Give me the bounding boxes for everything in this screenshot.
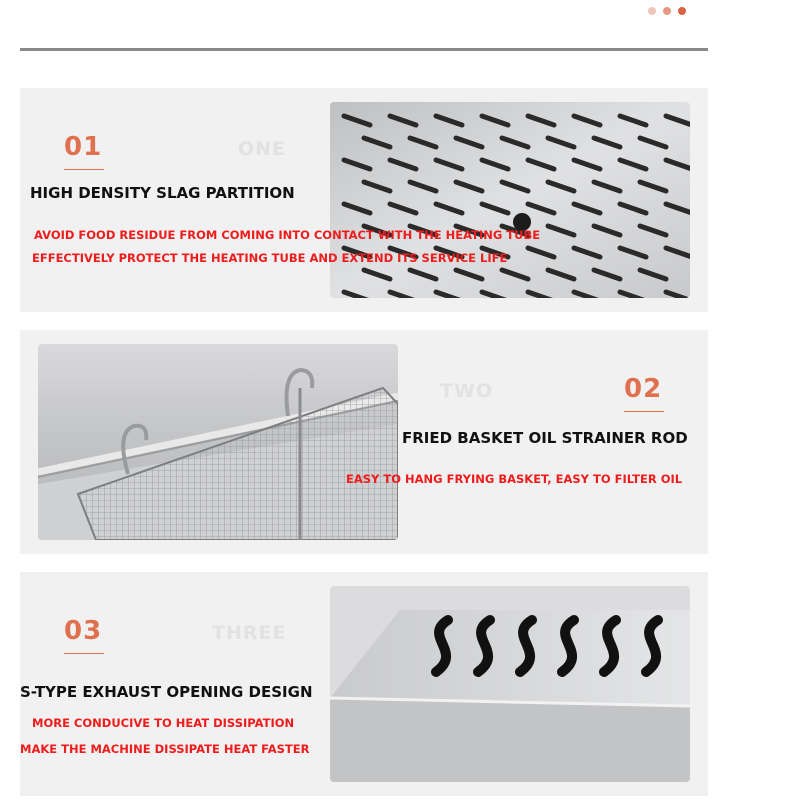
feature-title: FRIED BASKET OIL STRAINER ROD — [402, 429, 688, 447]
frying-basket-photo — [38, 344, 398, 540]
feature-panel-slag-partition — [20, 88, 708, 312]
exhaust-vent-photo — [330, 586, 690, 782]
feature-number: 01 — [64, 132, 103, 162]
pager-dot-1[interactable] — [648, 7, 656, 15]
feature-description-line-2: EFFECTIVELY PROTECT THE HEATING TUBE AND EXTEND ITS SERVICE LIFE — [32, 251, 508, 265]
pager-dot-2[interactable] — [663, 7, 671, 15]
pager-dot-3-active[interactable] — [678, 7, 686, 15]
feature-description-line-1: EASY TO HANG FRYING BASKET, EASY TO FILTER OIL — [346, 472, 683, 486]
feature-title: S-TYPE EXHAUST OPENING DESIGN — [20, 683, 313, 701]
feature-number: 03 — [64, 616, 103, 646]
feature-number-word: THREE — [212, 622, 287, 644]
pager-dots — [648, 7, 686, 15]
feature-description-line-1: AVOID FOOD RESIDUE FROM COMING INTO CONTACT WITH THE HEATING TUBE — [34, 228, 541, 242]
feature-number-word: ONE — [238, 138, 287, 160]
feature-panel-strainer-rod — [20, 330, 708, 554]
feature-number: 02 — [624, 374, 663, 404]
feature-description-line-2: MAKE THE MACHINE DISSIPATE HEAT FASTER — [20, 742, 310, 756]
header-divider — [20, 48, 708, 51]
feature-description-line-1: MORE CONDUCIVE TO HEAT DISSIPATION — [32, 716, 295, 730]
feature-panel-exhaust-opening — [20, 572, 708, 796]
slag-partition-photo — [330, 102, 690, 298]
feature-title: HIGH DENSITY SLAG PARTITION — [30, 184, 295, 202]
feature-number-word: TWO — [440, 380, 494, 402]
